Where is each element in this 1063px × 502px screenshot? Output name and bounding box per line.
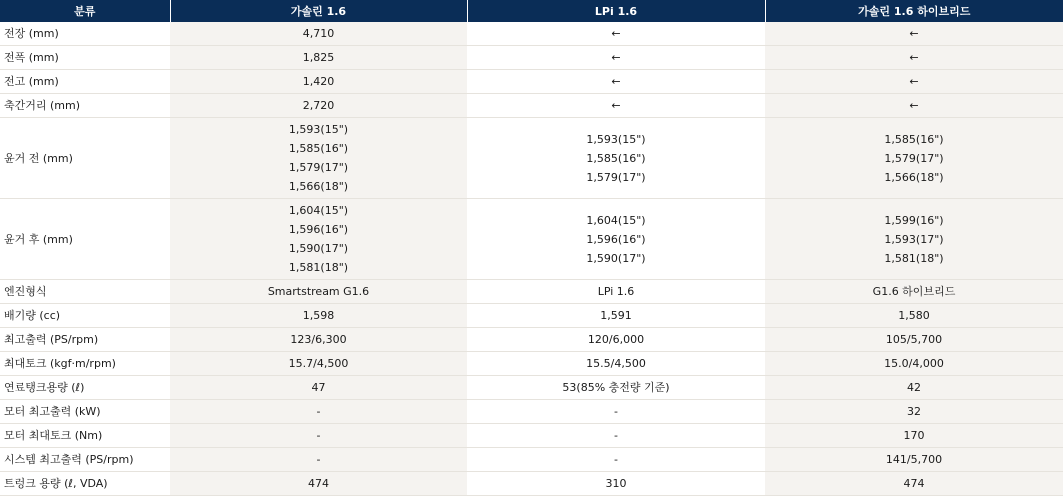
cell-value: 310 bbox=[605, 477, 627, 490]
gasoline-cell bbox=[170, 94, 467, 118]
cell-value: 15.5/4,500 bbox=[586, 357, 646, 370]
cell-value: G1.6 하이브리드 bbox=[872, 285, 956, 298]
cell-value: 141/5,700 bbox=[885, 453, 943, 466]
lpi-cell bbox=[467, 328, 765, 352]
table-row bbox=[0, 448, 1063, 472]
cell-value: - bbox=[316, 429, 321, 442]
cell-value: 474 bbox=[903, 477, 925, 490]
lpi-cell bbox=[467, 46, 765, 70]
gasoline-cell bbox=[170, 448, 467, 472]
cell-value: - bbox=[316, 453, 321, 466]
table-row bbox=[0, 328, 1063, 352]
cell-value: 1,579(17") bbox=[884, 151, 944, 165]
table-row bbox=[0, 22, 1063, 46]
row-label: 모터 최대토크 (Nm) bbox=[0, 424, 170, 448]
spec-table-body bbox=[0, 22, 1063, 496]
table-row bbox=[0, 118, 1063, 199]
spec-table-header bbox=[0, 0, 1063, 22]
hybrid-cell bbox=[765, 199, 1063, 280]
cell-value: - bbox=[614, 429, 618, 442]
header-hybrid: 가솔린 1.6 하이브리드 bbox=[765, 0, 1063, 22]
row-label: 연료탱크용량 (ℓ) bbox=[0, 376, 170, 400]
cell-value: 123/6,300 bbox=[290, 333, 347, 346]
hybrid-cell bbox=[765, 400, 1063, 424]
row-label: 축간거리 (mm) bbox=[0, 94, 170, 118]
cell-value: ← bbox=[611, 75, 621, 88]
row-label: 모터 최고출력 (kW) bbox=[0, 400, 170, 424]
cell-value: 1,604(15") bbox=[288, 204, 349, 217]
gasoline-cell bbox=[170, 352, 467, 376]
table-row bbox=[0, 304, 1063, 328]
cell-value: 1,566(18") bbox=[288, 180, 349, 193]
hybrid-cell bbox=[765, 472, 1063, 496]
cell-value: 1,593(15") bbox=[288, 123, 349, 136]
lpi-cell bbox=[467, 448, 765, 472]
cell-value: 1,566(18") bbox=[884, 170, 944, 184]
cell-value: 120/6,000 bbox=[587, 333, 645, 346]
gasoline-cell bbox=[170, 400, 467, 424]
cell-value: 170 bbox=[903, 429, 925, 442]
gasoline-cell bbox=[170, 424, 467, 448]
table-row bbox=[0, 352, 1063, 376]
cell-value: 1,585(16") bbox=[586, 151, 646, 165]
cell-value: 4,710 bbox=[302, 27, 335, 40]
hybrid-cell bbox=[765, 376, 1063, 400]
cell-value: 1,593(17") bbox=[884, 232, 944, 246]
cell-value: ← bbox=[909, 27, 919, 40]
cell-value: 1,596(16") bbox=[586, 232, 646, 246]
lpi-cell bbox=[467, 400, 765, 424]
lpi-cell bbox=[467, 472, 765, 496]
hybrid-cell bbox=[765, 70, 1063, 94]
row-label: 최대토크 (kgf·m/rpm) bbox=[0, 352, 170, 376]
table-row bbox=[0, 280, 1063, 304]
lpi-cell bbox=[467, 70, 765, 94]
cell-value: ← bbox=[611, 27, 621, 40]
lpi-cell bbox=[467, 22, 765, 46]
cell-value: ← bbox=[611, 51, 621, 64]
cell-value: 1,598 bbox=[302, 309, 335, 322]
gasoline-cell bbox=[170, 46, 467, 70]
gasoline-cell bbox=[170, 199, 467, 280]
cell-value: 1,604(15") bbox=[586, 213, 646, 227]
cell-value: - bbox=[316, 405, 321, 418]
gasoline-cell bbox=[170, 70, 467, 94]
cell-value: 1,579(17") bbox=[586, 170, 646, 184]
row-label: 엔진형식 bbox=[0, 280, 170, 304]
cell-value: 2,720 bbox=[302, 99, 335, 112]
hybrid-cell bbox=[765, 424, 1063, 448]
table-row bbox=[0, 70, 1063, 94]
gasoline-cell bbox=[170, 376, 467, 400]
table-row bbox=[0, 46, 1063, 70]
header-category: 분류 bbox=[0, 0, 170, 22]
row-label: 트렁크 용량 (ℓ, VDA) bbox=[0, 472, 170, 496]
gasoline-cell bbox=[170, 304, 467, 328]
cell-value: - bbox=[614, 453, 618, 466]
row-label: 최고출력 (PS/rpm) bbox=[0, 328, 170, 352]
hybrid-cell bbox=[765, 118, 1063, 199]
table-row bbox=[0, 472, 1063, 496]
cell-value: 1,579(17") bbox=[288, 161, 349, 174]
cell-value: ← bbox=[909, 75, 919, 88]
cell-value: 1,580 bbox=[898, 309, 930, 322]
lpi-cell bbox=[467, 118, 765, 199]
gasoline-cell bbox=[170, 280, 467, 304]
hybrid-cell bbox=[765, 352, 1063, 376]
hybrid-cell bbox=[765, 448, 1063, 472]
lpi-cell bbox=[467, 94, 765, 118]
cell-value: 1,593(15") bbox=[586, 132, 646, 146]
table-row bbox=[0, 400, 1063, 424]
gasoline-cell bbox=[170, 118, 467, 199]
lpi-cell bbox=[467, 199, 765, 280]
gasoline-cell bbox=[170, 328, 467, 352]
cell-value: 1,585(16") bbox=[884, 132, 944, 146]
hybrid-cell bbox=[765, 94, 1063, 118]
cell-value: 53(85% 충전량 기준) bbox=[562, 381, 670, 394]
cell-value: 1,581(18") bbox=[288, 261, 349, 274]
row-label: 전폭 (mm) bbox=[0, 46, 170, 70]
cell-value: 15.7/4,500 bbox=[288, 357, 349, 370]
table-row bbox=[0, 199, 1063, 280]
row-label: 전장 (mm) bbox=[0, 22, 170, 46]
cell-value: 1,581(18") bbox=[884, 251, 944, 265]
row-label: 배기량 (cc) bbox=[0, 304, 170, 328]
cell-value: ← bbox=[909, 99, 919, 112]
cell-value: 42 bbox=[907, 381, 921, 394]
lpi-cell bbox=[467, 304, 765, 328]
cell-value: 1,590(17") bbox=[288, 242, 349, 255]
cell-value: 1,585(16") bbox=[288, 142, 349, 155]
header-gasoline: 가솔린 1.6 bbox=[170, 0, 467, 22]
gasoline-cell bbox=[170, 22, 467, 46]
lpi-cell bbox=[467, 352, 765, 376]
cell-value: - bbox=[614, 405, 618, 418]
cell-value: 105/5,700 bbox=[885, 333, 943, 346]
table-row bbox=[0, 376, 1063, 400]
cell-value: 1,420 bbox=[302, 75, 335, 88]
cell-value: 1,825 bbox=[302, 51, 335, 64]
lpi-cell bbox=[467, 376, 765, 400]
cell-value: 1,599(16") bbox=[884, 213, 944, 227]
header-lpi: LPi 1.6 bbox=[467, 0, 765, 22]
cell-value: LPi 1.6 bbox=[597, 285, 635, 298]
lpi-cell bbox=[467, 424, 765, 448]
hybrid-cell bbox=[765, 280, 1063, 304]
hybrid-cell bbox=[765, 328, 1063, 352]
cell-value: ← bbox=[909, 51, 919, 64]
table-row bbox=[0, 94, 1063, 118]
cell-value: 1,596(16") bbox=[288, 223, 349, 236]
table-row bbox=[0, 424, 1063, 448]
cell-value: 1,590(17") bbox=[586, 251, 646, 265]
hybrid-cell bbox=[765, 46, 1063, 70]
cell-value: 47 bbox=[311, 381, 326, 394]
row-label: 윤거 전 (mm) bbox=[0, 118, 170, 199]
gasoline-cell bbox=[170, 472, 467, 496]
cell-value: ← bbox=[611, 99, 621, 112]
cell-value: 15.0/4,000 bbox=[884, 357, 944, 370]
hybrid-cell bbox=[765, 22, 1063, 46]
hybrid-cell bbox=[765, 304, 1063, 328]
row-label: 윤거 후 (mm) bbox=[0, 199, 170, 280]
lpi-cell bbox=[467, 280, 765, 304]
row-label: 전고 (mm) bbox=[0, 70, 170, 94]
cell-value: 32 bbox=[907, 405, 921, 418]
row-label: 시스템 최고출력 (PS/rpm) bbox=[0, 448, 170, 472]
cell-value: Smartstream G1.6 bbox=[267, 285, 370, 298]
cell-value: 474 bbox=[308, 477, 329, 490]
cell-value: 1,591 bbox=[600, 309, 632, 322]
